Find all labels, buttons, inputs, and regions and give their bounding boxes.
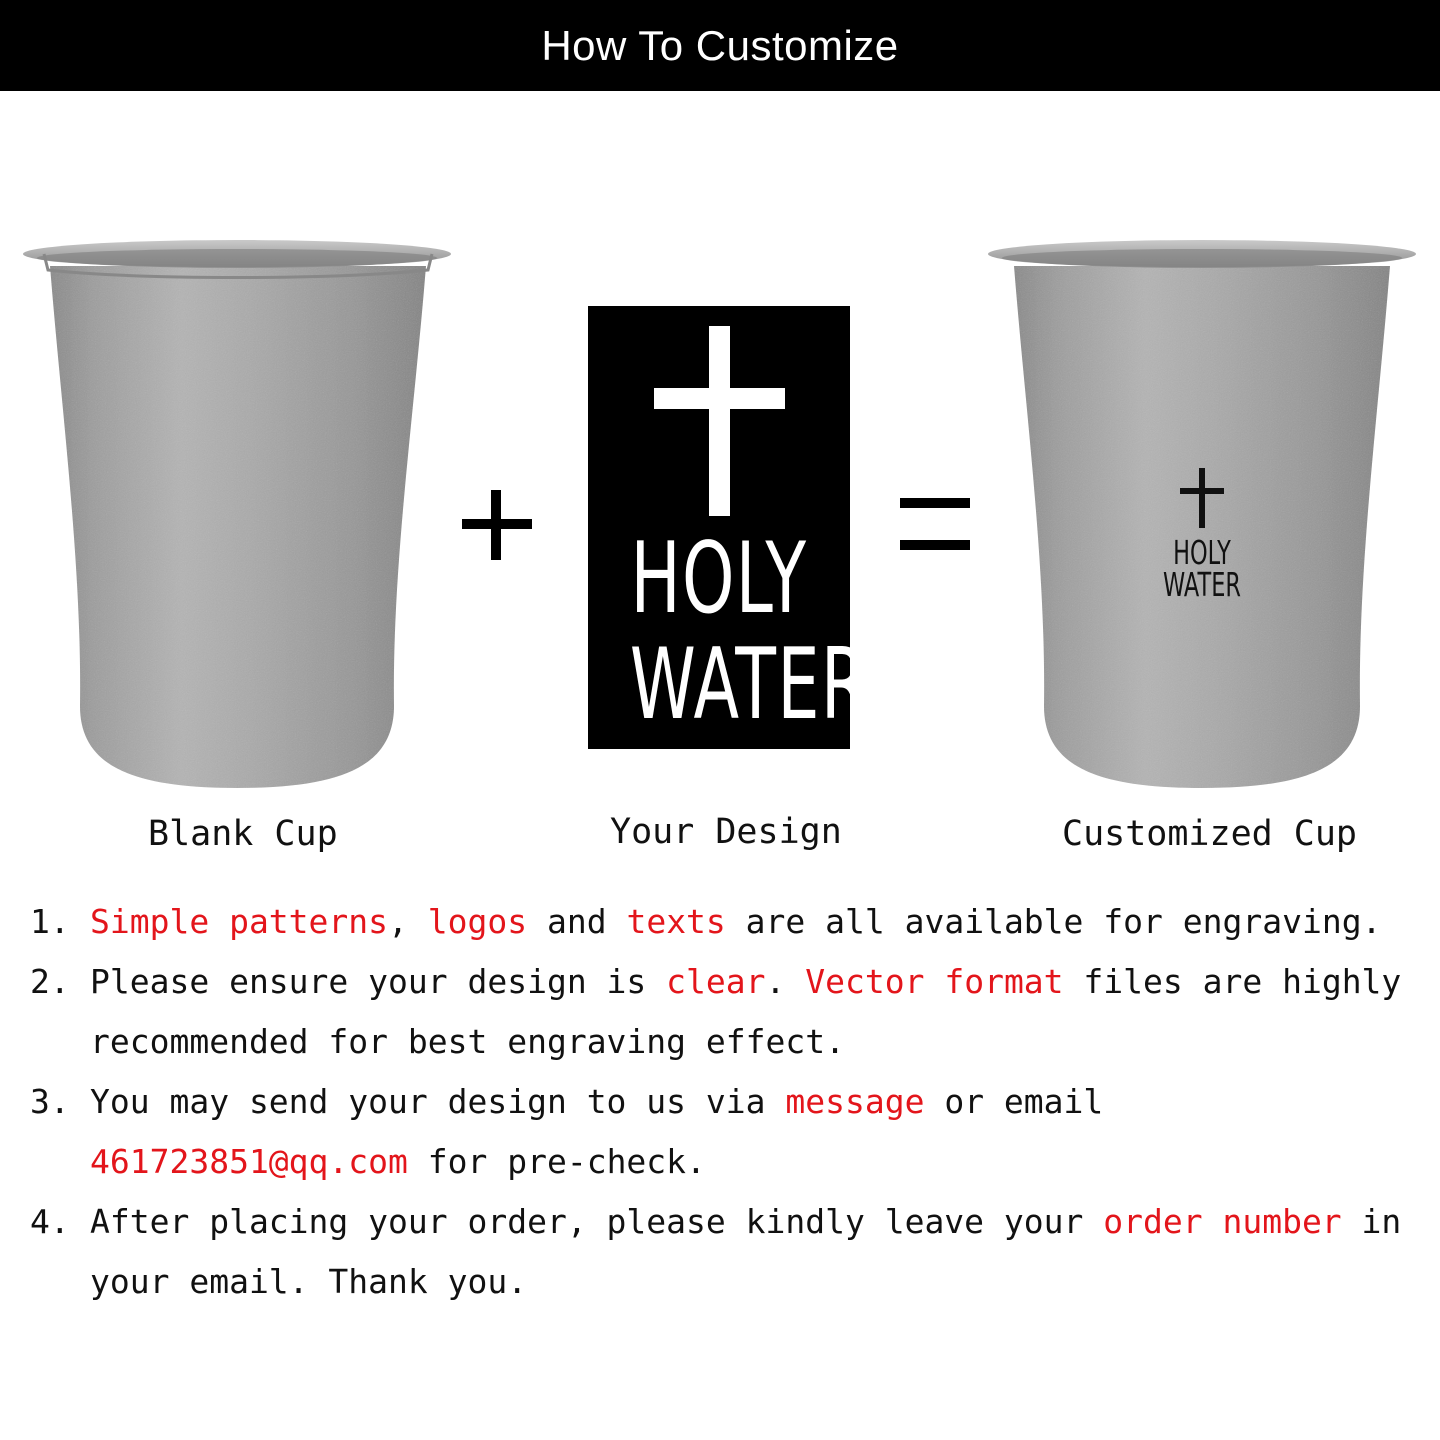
highlighted-text: Simple patterns: [90, 902, 389, 941]
instruction-text: [90, 1072, 1430, 1192]
caption-customized-cup: Customized Cup: [1062, 814, 1358, 854]
highlighted-text: texts: [626, 902, 726, 941]
page-title: How To Customize: [541, 21, 899, 69]
instruction-text: [90, 892, 1430, 952]
instruction-item: [30, 892, 1430, 952]
engraved-text-line-1: HOLY: [1173, 533, 1231, 572]
design-text-line-1: HOLY: [630, 522, 808, 636]
caption-blank-cup: Blank Cup: [148, 814, 338, 854]
customized-cup-image: [986, 236, 1418, 796]
instructions-list: [30, 892, 1430, 1312]
instruction-text: [90, 1192, 1430, 1312]
equals-icon: [898, 494, 972, 556]
instruction-text-segment: .: [765, 962, 806, 1001]
highlighted-text: 461723851@qq.com: [90, 1142, 408, 1181]
instruction-number: 4.: [30, 1202, 70, 1241]
instruction-text-segment: in your email. Thank you.: [90, 1202, 1422, 1301]
instruction-text-segment: After placing your order, please kindly leave your: [90, 1202, 1104, 1241]
instruction-number: 2.: [30, 962, 70, 1001]
instruction-text-segment: and: [527, 902, 627, 941]
instruction-text-segment: Please ensure your design is: [90, 962, 667, 1001]
highlighted-text: logos: [427, 902, 528, 941]
design-card: [588, 306, 869, 749]
instruction-text-segment: files are highly recommended for best engraving effect.: [90, 962, 1422, 1061]
instruction-item: [30, 1072, 1430, 1192]
plus-icon: [458, 486, 536, 564]
header-banner: [0, 0, 1440, 91]
instruction-item: [30, 952, 1430, 1072]
highlighted-text: order number: [1103, 1202, 1342, 1241]
design-text-line-2: WATER: [629, 628, 869, 742]
engraved-text-line-2: WATER: [1162, 565, 1242, 604]
instruction-text-segment: or email: [924, 1082, 1124, 1121]
instruction-text-segment: for pre-check.: [407, 1142, 706, 1181]
blank-cup-image: [22, 236, 452, 796]
instruction-item: [30, 1192, 1430, 1312]
instruction-text-segment: are all available for engraving.: [725, 902, 1382, 941]
highlighted-text: Vector format: [805, 962, 1064, 1001]
instruction-number: 3.: [30, 1082, 70, 1121]
instruction-text-segment: ,: [388, 902, 428, 941]
instruction-text: [90, 952, 1430, 1072]
highlighted-text: clear: [666, 962, 766, 1001]
instruction-number: 1.: [30, 902, 70, 941]
caption-your-design: Your Design: [610, 812, 842, 852]
instruction-text-segment: You may send your design to us via: [90, 1082, 786, 1121]
highlighted-text: message: [785, 1082, 925, 1121]
